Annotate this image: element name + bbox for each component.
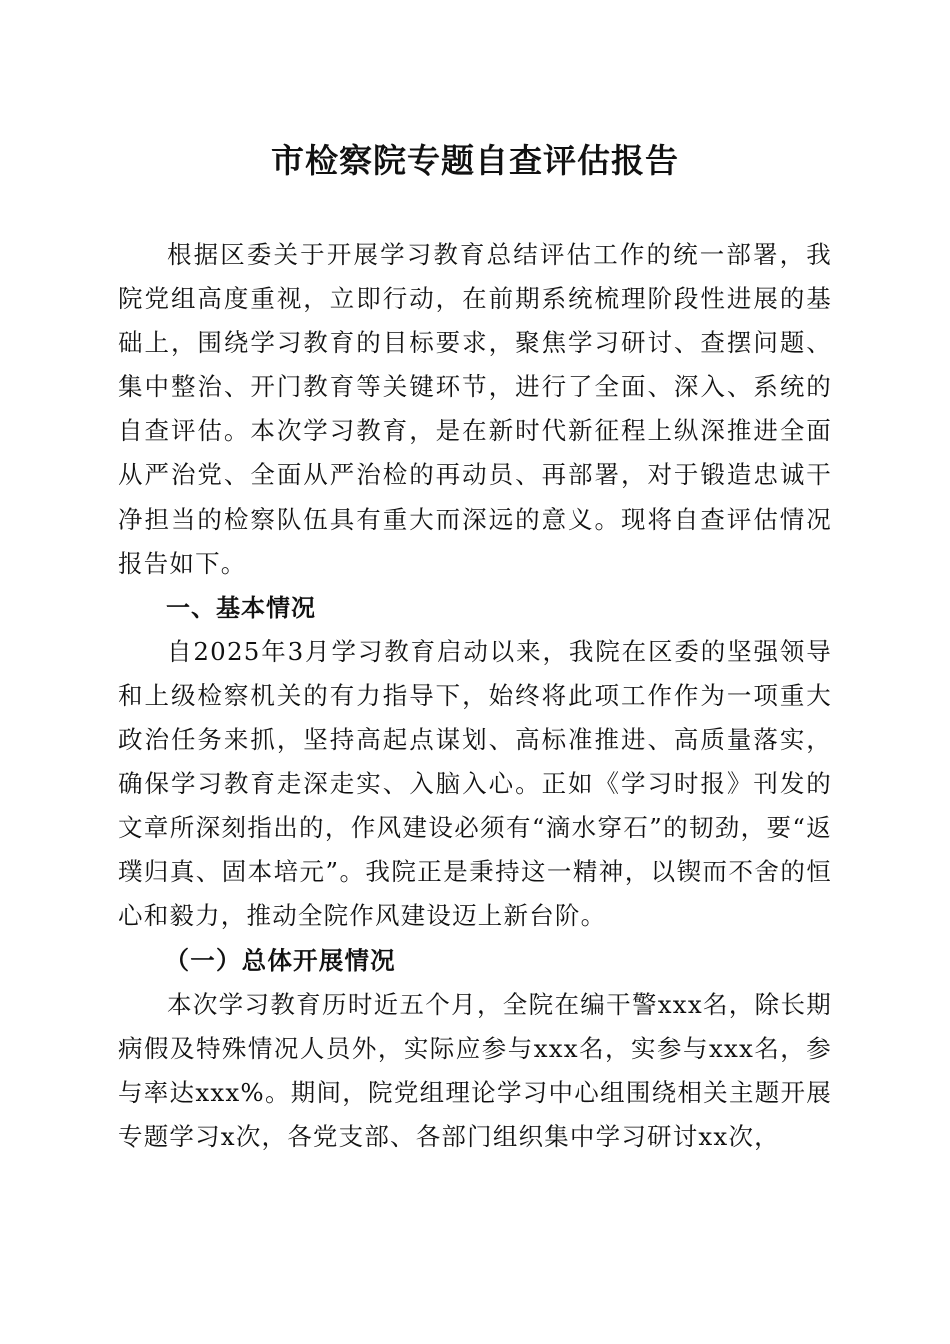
basic-situation-paragraph: 自2025年3月学习教育启动以来，我院在区委的坚强领导和上级检察机关的有力指导下，始终将此项工作作为一项重大政治任务来抓，坚持高起点谋划、高标准推进、高质量落实，确保学习教育走深走实、入脑入心。正如《学习时报》刊发的文章所深刻指出的，作风建设必须有“滴水穿石”的韧劲，要“返璞归真、固本培元”。我院正是秉持这一精神，以锲而不舍的恒心和毅力，推动全院作风建设迈上新台阶。 [118,636,832,931]
document-title: 市检察院专题自查评估报告 [271,141,679,180]
overall-paragraph: 本次学习教育历时近五个月，全院在编干警xxx名，除长期病假及特殊情况人员外，实际应参与xxx名，实参与xxx名，参与率达xxx%。期间，院党组理论学习中心组围绕相关主题开展专题学习x次，各党支部、各部门组织集中学习研讨xx次， [118,989,832,1151]
intro-paragraph: 根据区委关于开展学习教育总结评估工作的统一部署，我院党组高度重视，立即行动，在前期系统梳理阶段性进展的基础上，围绕学习教育的目标要求，聚焦学习研讨、查摆问题、集中整治、开门教育等关键环节，进行了全面、深入、系统的自查评估。本次学习教育，是在新时代新征程上纵深推进全面从严治党、全面从严治检的再动员、再部署，对于锻造忠诚干净担当的检察队伍具有重大而深远的意义。现将自查评估情况报告如下。 [118,240,832,578]
subsection-heading-overall: （一）总体开展情况 [164,945,396,975]
section-heading-basic-situation: 一、基本情况 [166,593,316,622]
